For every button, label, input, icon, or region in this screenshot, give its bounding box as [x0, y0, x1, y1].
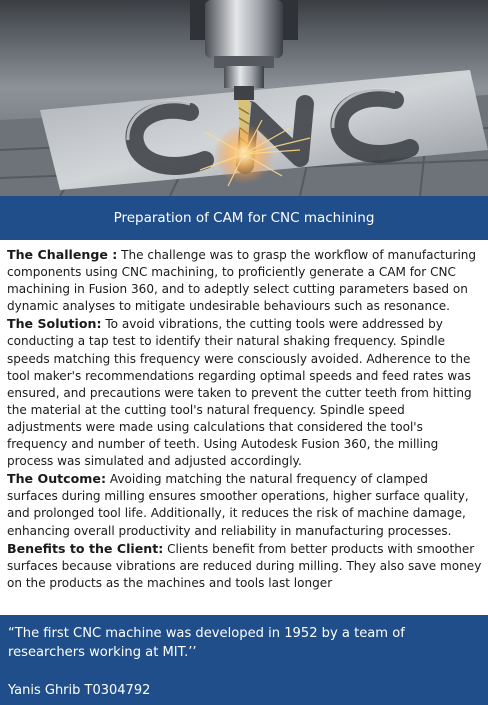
footer-author: Yanis Ghrib T0304792	[8, 683, 151, 698]
cnc-machining-illustration	[0, 0, 488, 196]
section-text: The challenge was to grasp the workflow of manufacturing components using CNC machining, to proficiently generate a CAM for CNC machining in Fusion 360, and to adeptly select cutting parameters based on dynamic analyses to mitigate undesirable behaviours such as resonance.	[7, 248, 477, 314]
section-heading: The Challenge :	[7, 247, 118, 262]
page-title: Preparation of CAM for CNC machining	[113, 210, 375, 226]
section-text: Avoiding matching the natural frequency of clamped surfaces during milling ensures smoother operations, higher surface quality, and prolonged tool life. Additionally, it reduces the risk of machine damage, enhancing overall productivity and reliability in manufacturing processes.	[7, 472, 469, 538]
hero-image	[0, 0, 488, 196]
section-benefits	[7, 540, 482, 592]
section-heading: The Solution:	[7, 316, 102, 332]
section-outcome	[7, 470, 482, 539]
section-text: Clients benefit from better products with smoother surfaces because vibrations are reduced during milling. They also save money on the products as the machines and tools last longer	[7, 541, 482, 590]
footer-quote: “The first CNC machine was developed in 1952 by a team of researchers working at MIT.’’	[8, 626, 405, 660]
section-solution	[7, 315, 482, 470]
title-bar	[0, 196, 488, 240]
section-heading: Benefits to the Client:	[7, 540, 164, 556]
footer-band	[0, 615, 488, 705]
section-text: To avoid vibrations, the cutting tools were addressed by conducting a tap test to identify their natural shaking frequency. Spindle speeds matching this frequency were consciously avoided. Adherence to the tool maker's recommendations regarding optimal speeds and feed rates was ensured, and precautions were taken to prevent the cutter teeth from hitting the material at the cutting tool's natural frequency. Spindle speed adjustments were made using calculations that considered the tool's frequency and number of teeth. Using Autodesk Fusion 360, the milling process was simulated and adjusted accordingly.	[7, 317, 472, 469]
section-challenge	[7, 246, 482, 315]
content-body	[0, 240, 488, 615]
section-heading: The Outcome:	[7, 471, 106, 487]
